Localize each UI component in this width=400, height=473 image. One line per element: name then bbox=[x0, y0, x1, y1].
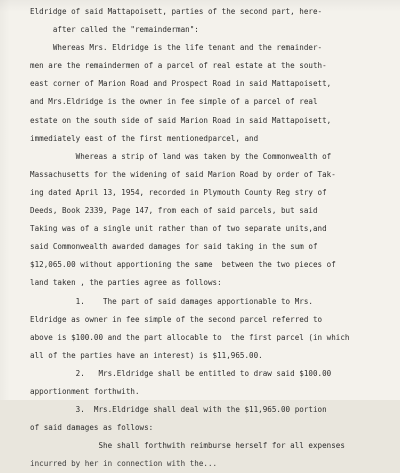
text-line: 3. Mrs.Eldridge shall deal with the $11,965.00 portion bbox=[30, 405, 327, 415]
text-line: She shall forthwith reimburse herself for all expenses bbox=[30, 441, 345, 451]
text-line: Taking was of a single unit rather than of two separate units,and bbox=[30, 224, 327, 234]
text-line: 2. Mrs.Eldridge shall be entitled to draw said $100.00 bbox=[30, 368, 332, 378]
text-line: ing dated April 13, 1954, recorded in Plymouth County Reg stry of bbox=[30, 187, 327, 197]
text-line: Eldridge of said Mattapoisett, parties of the second part, here- bbox=[30, 7, 323, 16]
text-line: estate on the south side of said Marion Road in said Mattapoisett, bbox=[30, 115, 332, 125]
text-line: east corner of Marion Road and Prospect Road in said Mattapoisett, bbox=[30, 79, 332, 89]
text-line: land taken , the parties agree as follows: bbox=[30, 278, 222, 288]
text-line: above is $100.00 and the part allocable to the first parcel (in which bbox=[30, 332, 350, 342]
text-line: and Mrs.Eldridge is the owner in fee simple of a parcel of real bbox=[30, 97, 318, 107]
text-line: Whereas Mrs. Eldridge is the life tenant and the remainder- bbox=[30, 43, 323, 53]
text-line: Deeds, Book 2339, Page 147, from each of said parcels, but said bbox=[30, 206, 318, 216]
document-text bbox=[30, 3, 390, 473]
text-line: all of the parties have an interest) is $11,965.00. bbox=[30, 350, 263, 360]
text-line: $12,065.00 without apportioning the same between the two pieces of bbox=[30, 260, 336, 270]
text-line: men are the remaindermen of a parcel of real estate at the south- bbox=[30, 61, 327, 71]
text-line: apportionment forthwith. bbox=[30, 386, 140, 396]
text-line: after called the "remainderman": bbox=[30, 25, 199, 35]
text-line: 1. The part of said damages apportionable to Mrs. bbox=[30, 296, 313, 306]
text-line: said Commonwealth awarded damages for said taking in the sum of bbox=[30, 242, 318, 252]
text-line: Whereas a strip of land was taken by the Commonwealth of bbox=[30, 151, 332, 161]
text-line: Massachusetts for the widening of said Marion Road by order of Tak- bbox=[30, 169, 336, 179]
text-line: Eldridge as owner in fee simple of the second parcel referred to bbox=[30, 314, 323, 324]
text-line: immediately east of the first mentionedparcel, and bbox=[30, 133, 259, 143]
text-line: of said damages as follows: bbox=[30, 423, 154, 433]
text-line: incurred by her in connection with the... bbox=[30, 459, 218, 469]
